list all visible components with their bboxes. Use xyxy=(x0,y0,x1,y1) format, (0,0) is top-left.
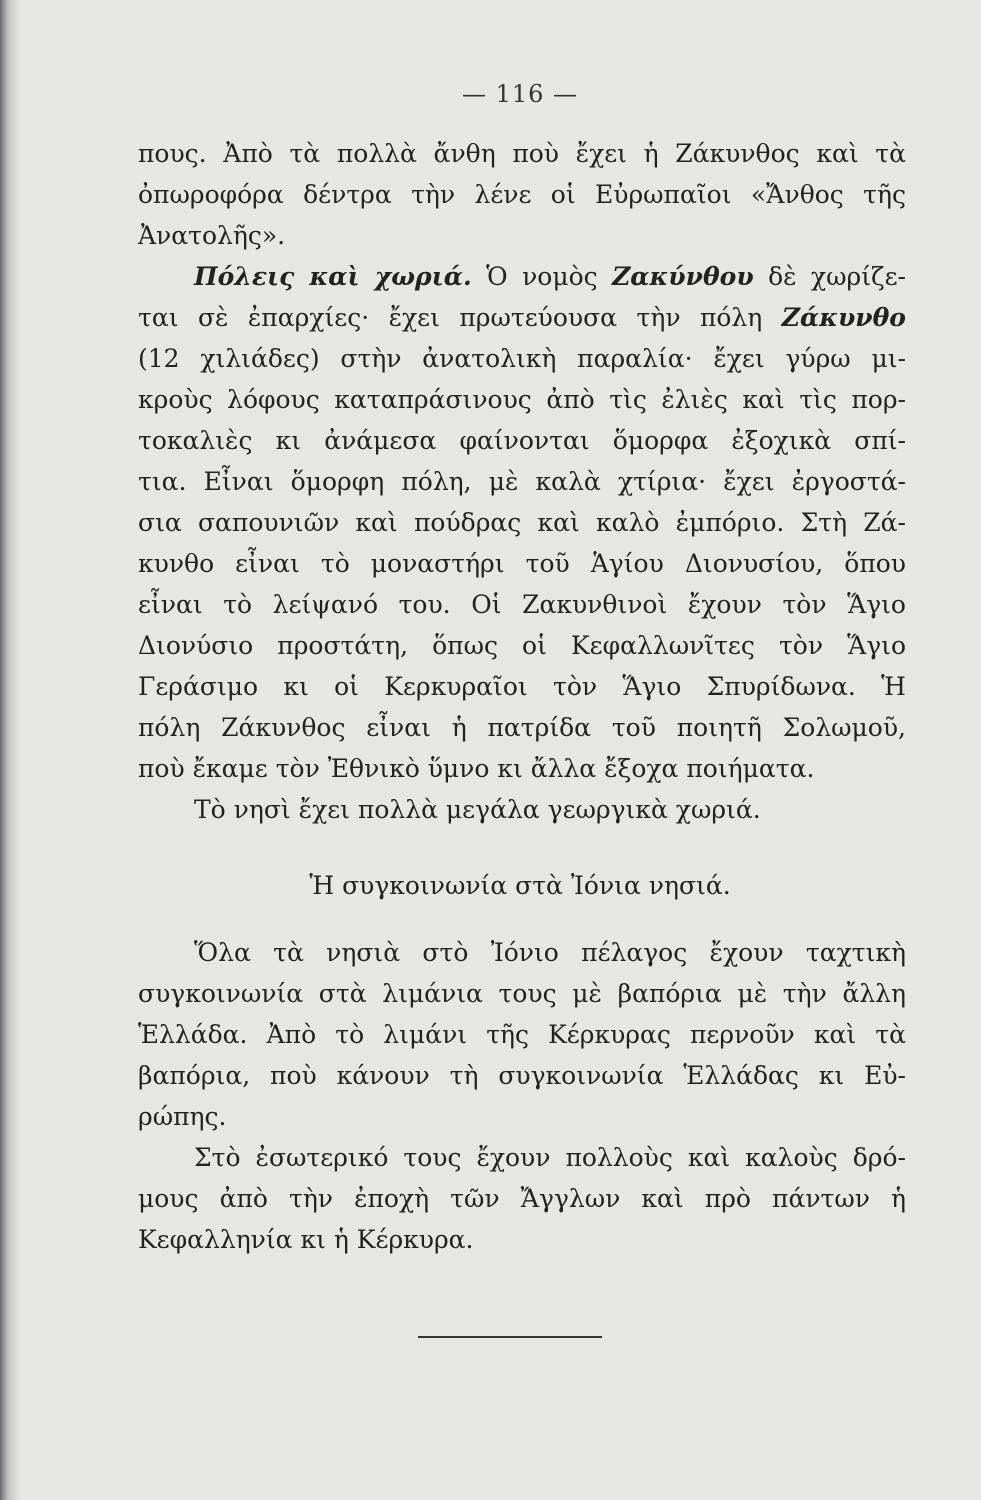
text-line: Ἑλλάδα. Ἀπὸ τὸ λιμάνι τῆς Κέρκυρας περνοῦν καὶ τὰ xyxy=(138,1020,906,1049)
place-name-bold: Ζακύνθου xyxy=(612,262,754,291)
text-line: συγκοινωνία στὰ λιμάνια τους μὲ βαπόρια μὲ τὴν ἄλλη xyxy=(138,979,906,1008)
place-name-bold: Ζάκυνθο xyxy=(781,303,906,332)
text-line: σια σαπουνιῶν καὶ πούδρας καὶ καλὸ ἐμπόριο. Στὴ Ζά- xyxy=(138,508,906,537)
text-line: Τὸ νησὶ ἔχει πολλὰ μεγάλα γεωργικὰ χωριά. xyxy=(194,795,761,824)
text-block-lower xyxy=(138,932,906,1260)
text-line: Κεφαλληνία κι ἡ Κέρκυρα. xyxy=(138,1225,474,1254)
text-line: τια. Εἶναι ὅμορφη πόλη, μὲ καλὰ χτίρια· ἔχει ἐργοστά- xyxy=(138,467,906,496)
text-line: κυνθο εἶναι τὸ μοναστήρι τοῦ Ἁγίου Διονυσίου, ὅπου xyxy=(138,549,906,578)
text-fragment: ται σὲ ἐπαρχίες· ἔχει πρωτεύουσα τὴν πόλη xyxy=(138,303,782,332)
text-line: πόλη Ζάκυνθος εἶναι ἡ πατρίδα τοῦ ποιητῆ Σολωμοῦ, xyxy=(138,713,906,742)
text-line: Γεράσιμο κι οἱ Κερκυραῖοι τὸν Ἅγιο Σπυρίδωνα. Ἡ xyxy=(138,672,906,701)
text-fragment: δὲ χωρίζε- xyxy=(753,262,907,291)
text-line: ρώπης. xyxy=(138,1102,227,1131)
text-line: ποὺ ἔκαμε τὸν Ἐθνικὸ ὕμνο κι ἄλλα ἔξοχα ποιήματα. xyxy=(138,754,815,783)
text-line: ὀπωροφόρα δέντρα τὴν λένε οἱ Εὐρωπαῖοι «Ἄνθος τῆς xyxy=(138,180,906,209)
text-line: Διονύσιο προστάτη, ὅπως οἱ Κεφαλλωνῖτες τὸν Ἅγιο xyxy=(138,631,906,660)
text-line: κροὺς λόφους καταπράσινους ἀπὸ τὶς ἐλιὲς καὶ τὶς πορ- xyxy=(138,385,906,414)
text-line: (12 χιλιάδες) στὴν ἀνατολικὴ παραλία· ἔχει γύρω μι- xyxy=(138,344,906,373)
text-line: εἶναι τὸ λείψανό του. Οἱ Ζακυνθινοὶ ἔχουν τὸν Ἅγιο xyxy=(138,590,906,619)
text-line: Στὸ ἐσωτερικό τους ἔχουν πολλοὺς καὶ καλοὺς δρό- xyxy=(194,1143,906,1172)
text-line: πους. Ἀπὸ τὰ πολλὰ ἄνθη ποὺ ἔχει ἡ Ζάκυνθος καὶ τὰ xyxy=(138,139,906,168)
text-line: βαπόρια, ποὺ κάνουν τὴ συγκοινωνία Ἑλλάδας κι Εὐ- xyxy=(138,1061,906,1090)
page-number: — 116 — xyxy=(461,80,579,108)
text-line: μους ἀπὸ τὴν ἐποχὴ τῶν Ἄγγλων καὶ πρὸ πάντων ἡ xyxy=(138,1184,906,1213)
section-heading: Ἡ συγκοινωνία στὰ Ἰόνια νησιά. xyxy=(309,871,731,900)
text-line: Ὅλα τὰ νησιὰ στὸ Ἰόνιο πέλαγος ἔχουν ταχτικὴ xyxy=(194,938,906,967)
end-divider-rule xyxy=(418,1336,602,1338)
text-fragment: Ὁ νομὸς xyxy=(471,262,613,291)
paragraph-first-line xyxy=(138,256,906,297)
inline-heading: Πόλεις καὶ χωριά. xyxy=(194,262,472,291)
page-binding-shadow xyxy=(0,0,22,1500)
text-line: τοκαλιὲς κι ἀνάμεσα φαίνονται ὅμορφα ἐξοχικὰ σπί- xyxy=(138,426,906,455)
text-block-upper xyxy=(138,133,906,830)
text-line xyxy=(138,297,906,338)
text-line: Ἀνατολῆς». xyxy=(138,221,286,250)
